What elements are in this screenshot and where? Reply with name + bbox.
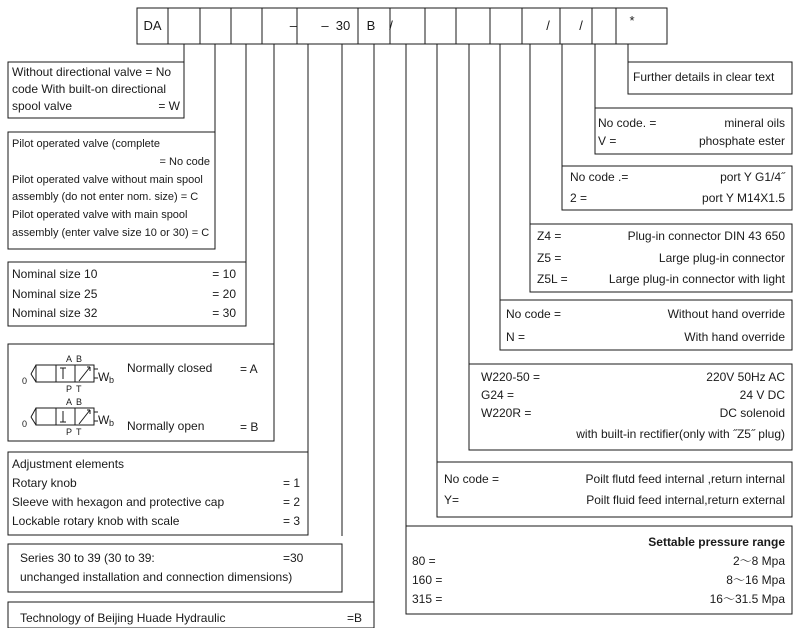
symbol-w-label-2: W xyxy=(98,413,110,427)
nominal-label-2: Nominal size 25 xyxy=(12,287,98,301)
symbol-b-sub: b xyxy=(109,375,115,385)
symbol-p-label-2: P xyxy=(66,427,73,437)
adjustment-label-1: Rotary knob xyxy=(12,476,77,490)
override-code-1: No code = xyxy=(506,307,562,321)
fluid-code-2: V = xyxy=(598,134,617,148)
code-asterisk: * xyxy=(629,13,635,28)
further-details: Further details in clear text xyxy=(633,70,775,84)
pressure-code-3: 315 = xyxy=(412,592,443,606)
voltage-value-2: 24 V DC xyxy=(739,388,785,402)
symbol-t-label-2: T xyxy=(76,427,82,437)
directional-code: = W xyxy=(158,99,180,113)
normally-open-label: Normally open xyxy=(127,419,205,433)
pressure-value-2: 8～16 Mpa xyxy=(726,573,785,587)
symbol-b-label: B xyxy=(76,354,83,364)
fluid-code-1: No code. = xyxy=(598,116,657,130)
code-slash-2: / xyxy=(546,18,550,33)
directional-line-3: spool valve xyxy=(12,99,73,113)
nominal-label-3: Nominal size 32 xyxy=(12,306,98,320)
code-prefix: DA xyxy=(143,18,162,33)
nominal-label-1: Nominal size 10 xyxy=(12,267,98,281)
directional-line-2: code With built-on directional xyxy=(12,82,167,96)
pilot-line-3: Pilot operated valve without main spool xyxy=(12,174,203,186)
symbol-a-label: A xyxy=(66,354,73,364)
connector-code-2: Z5 = xyxy=(537,251,562,265)
series-code: =30 xyxy=(283,551,304,565)
port-code-2: 2 = xyxy=(570,191,588,205)
voltage-value-1: 220V 50Hz AC xyxy=(706,370,785,384)
nominal-code-3: = 30 xyxy=(212,306,236,320)
nominal-code-2: = 20 xyxy=(212,287,236,301)
symbol-o-label-2: 0 xyxy=(22,419,28,429)
port-code-1: No code .= xyxy=(570,170,629,184)
connector-code-1: Z4 = xyxy=(537,229,562,243)
port-value-1: port Y G1/4˝ xyxy=(720,170,785,184)
technology-code: =B xyxy=(347,611,363,625)
connector-code-3: Z5L = xyxy=(537,272,568,286)
adjustment-label-3: Lockable rotary knob with scale xyxy=(12,514,180,528)
technology-label: Technology of Beijing Huade Hydraulic xyxy=(20,611,226,625)
connector-value-2: Large plug-in connector xyxy=(658,251,785,265)
code-slash-1: / xyxy=(389,18,393,33)
symbol-o-label: 0 xyxy=(22,376,28,386)
code-slash-3: / xyxy=(579,18,583,33)
symbol-b-sub-2: b xyxy=(109,418,115,428)
connector-value-3: Large plug-in connector with light xyxy=(608,272,785,286)
pressure-code-1: 80 = xyxy=(412,554,436,568)
pilot-line-2: = No code xyxy=(159,156,210,168)
pressure-title: Settable pressure range xyxy=(648,535,785,549)
override-value-2: With hand override xyxy=(684,330,785,344)
series-line-1: Series 30 to 39 (30 to 39: xyxy=(20,551,155,565)
code-type: B xyxy=(366,18,376,33)
pressure-value-1: 2～8 Mpa xyxy=(732,554,785,568)
pressure-code-2: 160 = xyxy=(412,573,443,587)
voltage-code-3: W220R = xyxy=(481,406,532,420)
pilot-line-4: assembly (do not enter nom. size) = C xyxy=(12,191,199,203)
series-line-2: unchanged installation and connection dimensions) xyxy=(20,570,293,584)
feed-value-2: Poilt fluid feed internal,return external xyxy=(586,493,785,507)
code-series: 30 xyxy=(335,18,351,33)
symbol-w-label: W xyxy=(98,370,110,384)
adjustment-code-1: = 1 xyxy=(282,476,300,490)
pilot-line-5: Pilot operated valve with main spool xyxy=(12,209,188,221)
nominal-code-1: = 10 xyxy=(212,267,236,281)
fluid-value-2: phosphate ester xyxy=(698,134,785,148)
code-dash-2: – xyxy=(321,18,329,33)
adjustment-code-2: = 2 xyxy=(282,495,300,509)
normally-closed-label: Normally closed xyxy=(127,361,213,375)
feed-code-1: No code = xyxy=(444,472,500,486)
voltage-value-3: DC solenoid xyxy=(719,406,785,420)
adjustment-code-3: = 3 xyxy=(282,514,300,528)
normally-open-code: = B xyxy=(240,420,259,434)
symbol-a-label-2: A xyxy=(66,397,73,407)
pilot-line-1: Pilot operated valve (complete xyxy=(12,138,160,150)
adjustment-title: Adjustment elements xyxy=(12,457,125,471)
valve-symbol-normally-closed xyxy=(31,365,98,382)
connector-value-1: Plug-in connector DIN 43 650 xyxy=(627,229,785,243)
voltage-code-1: W220-50 = xyxy=(481,370,541,384)
normally-closed-code: = A xyxy=(240,362,258,376)
symbol-b-label-2: B xyxy=(76,397,83,407)
pilot-line-6: assembly (enter valve size 10 or 30) = C xyxy=(12,227,210,239)
override-code-2: N = xyxy=(506,330,526,344)
adjustment-label-2: Sleeve with hexagon and protective cap xyxy=(12,495,225,509)
valve-symbol-normally-open xyxy=(31,408,98,425)
fluid-value-1: mineral oils xyxy=(724,116,785,130)
code-dash-1: – xyxy=(289,18,297,33)
voltage-note: with built-in rectifier(only with ˝Z5˝ plug) xyxy=(576,427,785,441)
feed-code-2: Y= xyxy=(444,493,460,507)
symbol-p-label: P xyxy=(66,384,73,394)
pressure-value-3: 16～31.5 Mpa xyxy=(709,592,785,606)
symbol-t-label: T xyxy=(76,384,82,394)
directional-line-1: Without directional valve = No xyxy=(12,65,172,79)
port-value-2: port Y M14X1.5 xyxy=(702,191,785,205)
voltage-code-2: G24 = xyxy=(481,388,515,402)
override-value-1: Without hand override xyxy=(667,307,785,321)
feed-value-1: Poilt flutd feed internal ,return internal xyxy=(585,472,785,486)
